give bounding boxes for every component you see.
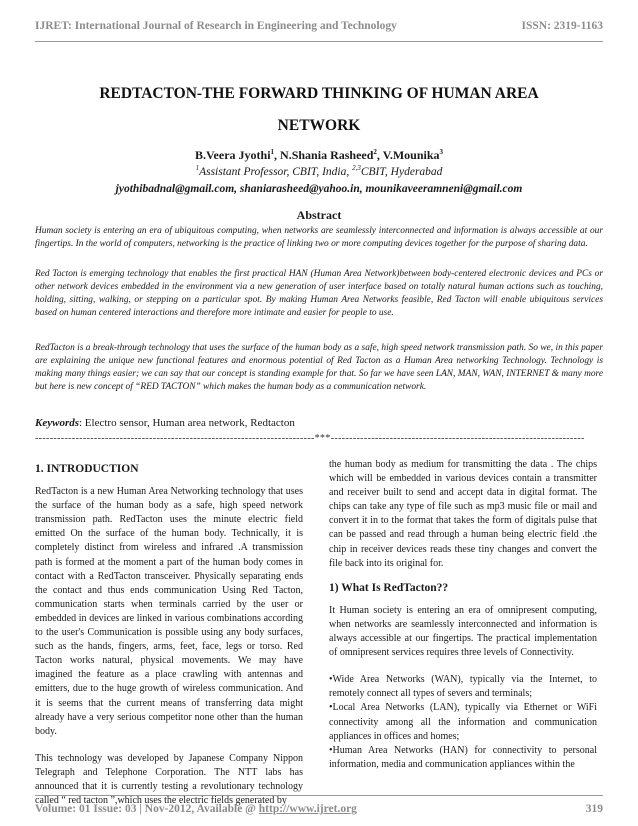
header-rule <box>35 41 603 42</box>
author-1-affil: 1 <box>270 148 275 156</box>
footer-prefix: Volume: 01 Issue: 03 | Nov-2012, Available @ <box>35 803 259 815</box>
keywords <box>35 417 603 429</box>
journal-link[interactable]: http://www.ijret.org <box>258 803 357 815</box>
paper-title <box>35 78 603 142</box>
author-separator: , <box>376 148 383 162</box>
section-separator: ----------------------------------------------------------------------------***--------------------------------------------------------------------- <box>35 433 585 444</box>
author-3: V.Mounika <box>382 148 440 162</box>
title-line-1: REDTACTON-THE FORWARD THINKING OF HUMAN AREA <box>99 85 539 102</box>
author-2: N.Shania Rasheed <box>280 148 374 162</box>
connectivity-list <box>329 673 597 772</box>
what-is-redtacton-heading: 1) What Is RedTacton?? <box>329 581 449 594</box>
left-column <box>35 458 303 808</box>
affil-text-1: Assistant Professor, CBIT, India, <box>199 166 353 178</box>
author-separator: , <box>274 148 281 162</box>
footer-volume <box>35 803 357 815</box>
footer-rule <box>35 795 603 796</box>
list-item: •Local Area Networks (LAN), typically via Ethernet or WiFi connectivity among all the information and communication appliances in offices and homes; <box>329 702 597 742</box>
intro-paragraph-2: This technology was developed by Japanese Company Nippon Telegraph and Telephone Corporation. The NTT labs has announced that it is currently testing a revolutionary technology called “ red tacton ”,which uses the electric fields generated by <box>35 752 303 807</box>
right-paragraph-1: the human body as medium for transmitting the data . The chips which will be embedded in various devices contain a transmitter and receiver built to send and accept data in digital format. The chips can take any type of file such as mp3 music file or mail and convert it in to the format that takes the form of digitals pulse that can be passed and read through a human being electric field .the chip in receiver devices reads these tiny changes and convert the file back into its original for. <box>329 459 597 569</box>
affil-sup-2: 2,3 <box>352 164 361 173</box>
issn-header: ISSN: 2319-1163 <box>521 20 603 32</box>
title-line-2: NETWORK <box>277 117 361 134</box>
abstract-paragraph-2: Red Tacton is emerging technology that enables the first practical HAN (Human Area Network)between body-centered electronic devices and PCs or other network devices embedded in the environment via a new generation of user interface based on totally natural human actions such as touching, holding, sitting, walking, or stepping on a particular spot. By making Human Area Networks feasible, Red Tacton will enable ubiquitous services based on human centered interactions and therefore more intimate and easier for people to use. <box>35 269 603 318</box>
author-1: B.Veera Jyothi <box>194 148 271 162</box>
affil-sup-1: 1 <box>195 164 200 173</box>
right-paragraph-2: It Human society is entering an era of omnipresent computing, when networks are seamlessly interconnected and information is always accessible at our fingertips. The practical implementation of omnipresent services requires three levels of Connectivity. <box>329 604 597 659</box>
abstract-paragraph-3: RedTacton is a break-through technology that uses the surface of the human body as a safe, high speed network transmission path. So we, in this paper are explaining the unique new functional features and enormous potential of Red Tacton as a Human Area networking Technology. Technology is making many things easier; we can say that our concept is standing example for that. So far we have seen LAN, MAN, WAN, INTERNET & many more but here is new concept of “RED TACTON” which makes the human body as a communication network. <box>35 343 603 392</box>
author-emails: jyothibadnal@gmail.com, shaniarasheed@yahoo.in, mounikaveeramneni@gmail.com <box>115 183 523 195</box>
keywords-text: : Electro sensor, Human area network, Redtacton <box>79 417 295 429</box>
keywords-label: Keywords <box>35 417 79 429</box>
intro-paragraph-1: RedTacton is a new Human Area Networking technology that uses the surface of the human body as a safe, high speed network transmission path. RedTacton uses the minute electric field emitted On the surface of the human body. Technically, it is completely distinct from wireless and infrared .A transmission path is formed at the moment a part of the human body comes in contact with a RedTacton transceiver. Physically separating ends the contact and thus ends communication Using Red Tacton, communication starts when terminals carried by the user or embedded in devices are linked in various combinations according to the user's Communication is possible using any body surfaces, such as the hands, fingers, arms, feet, face, legs or torso. Red Tacton works natural, physical movements. We may have imagined the feature as a place crawling with antennas and emitters, due to the huge growth of wireless communication. And it is seems that the current means of transferring data might already have a very serious competitor none other than the human body. <box>35 486 303 737</box>
journal-header: IJRET: International Journal of Research in Engineering and Technology <box>35 20 397 32</box>
author-3-affil: 3 <box>439 148 444 156</box>
affil-text-2: CBIT, Hyderabad <box>360 166 443 178</box>
abstract-paragraph-1: Human society is entering an era of ubiquitous computing, when networks are seamlessly interconnected and information is always accessible at our fingertips. In the world of computers, networking is the practice of linking two or more computing devices together for the purpose of sharing data. <box>35 226 603 249</box>
author-list <box>35 148 603 163</box>
abstract-heading: Abstract <box>296 208 342 222</box>
page-number: 319 <box>585 803 603 815</box>
affiliation <box>35 166 603 178</box>
introduction-heading: 1. INTRODUCTION <box>35 463 139 475</box>
list-item: •Human Area Networks (HAN) for connectivity to personal information, media and communication appliances within the <box>329 744 597 770</box>
right-column <box>329 458 597 772</box>
list-item: •Wide Area Networks (WAN), typically via the Internet, to remotely connect all types of severs and terminals; <box>329 674 597 700</box>
author-2-affil: 2 <box>373 148 377 156</box>
